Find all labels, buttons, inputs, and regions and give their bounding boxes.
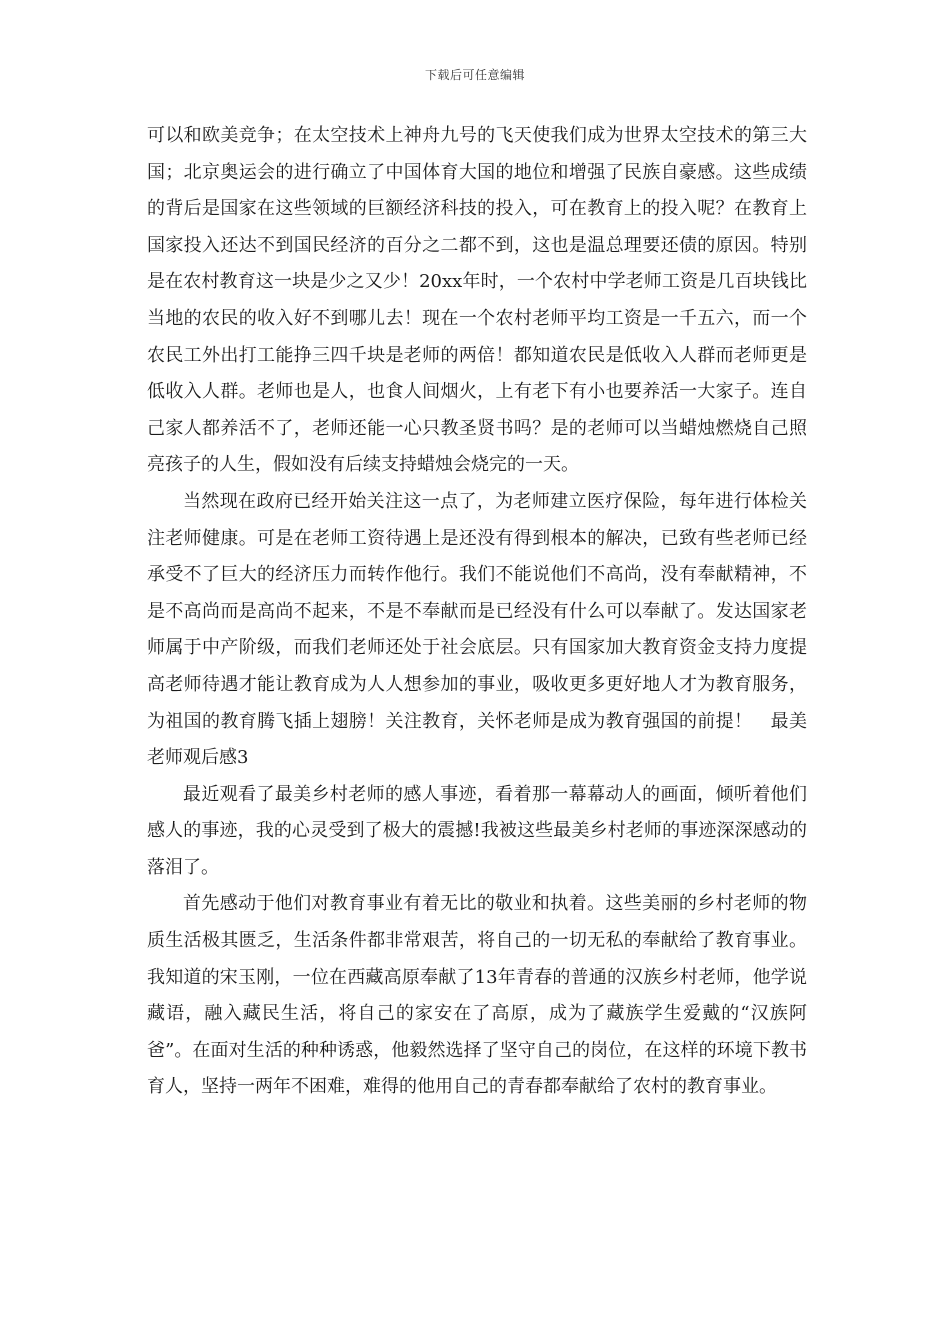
paragraph-3: 最近观看了最美乡村老师的感人事迹，看着那一幕幕动人的画面，倾听着他们感人的事迹，我的心灵受到了极大的震撼!我被这些最美乡村老师的事迹深深感动的落泪了。 [147,783,807,878]
page-header: 下载后可任意编辑 [424,68,525,82]
paragraph-2: 当然现在政府已经开始关注这一点了，为老师建立医疗保险，每年进行体检关注老师健康。可是在老师工资待遇上是还没有得到根本的解决，已致有些老师已经承受不了巨大的经济压力而转作他行。我们不能说他们不高尚，没有奉献精神，不是不高尚而是高尚不起来，不是不奉献而是已经没有什么可以奉献了。发达国家老师属于中产阶级，而我们老师还处于社会底层。只有国家加大教育资金支持力度提高老师待遇才能让教育成为人人想参加的事业，吸收更多更好地人才为教育服务，为祖国的教育腾飞插上翅膀！关注教育，关怀老师是成为教育强国的前提！ 最美老师观后感3 [147,490,807,769]
document-body [147,118,807,1106]
paragraph-1: 可以和欧美竞争；在太空技术上神舟九号的飞天使我们成为世界太空技术的第三大国；北京奥运会的进行确立了中国体育大国的地位和增强了民族自豪感。这些成绩的背后是国家在这些领域的巨额经济科技的投入，可在教育上的投入呢？在教育上国家投入还达不到国民经济的百分之二都不到，这也是温总理要还债的原因。特别是在农村教育这一块是少之又少！20xx年时，一个农村中学老师工资是几百块钱比当地的农民的收入好不到哪儿去！现在一个农村老师平均工资是一千五六，而一个农民工外出打工能挣三四千块是老师的两倍！都知道农民是低收入人群而老师更是低收入人群。老师也是人，也食人间烟火，上有老下有小也要养活一大家子。连自己家人都养活不了，老师还能一心只教圣贤书吗？是的老师可以当蜡烛燃烧自己照亮孩子的人生，假如没有后续支持蜡烛会烧完的一天。 [147,125,807,476]
paragraph-4: 首先感动于他们对教育事业有着无比的敬业和执着。这些美丽的乡村老师的物质生活极其匮乏，生活条件都非常艰苦，将自己的一切无私的奉献给了教育事业。我知道的宋玉刚，一位在西藏高原奉献了13年青春的普通的汉族乡村老师，他学说藏语，融入藏民生活，将自己的家安在了高原，成为了藏族学生爱戴的“汉族阿爸”。在面对生活的种种诱惑，他毅然选择了坚守自己的岗位，在这样的环境下教书育人，坚持一两年不困难，难得的他用自己的青春都奉献给了农村的教育事业。 [147,893,807,1098]
